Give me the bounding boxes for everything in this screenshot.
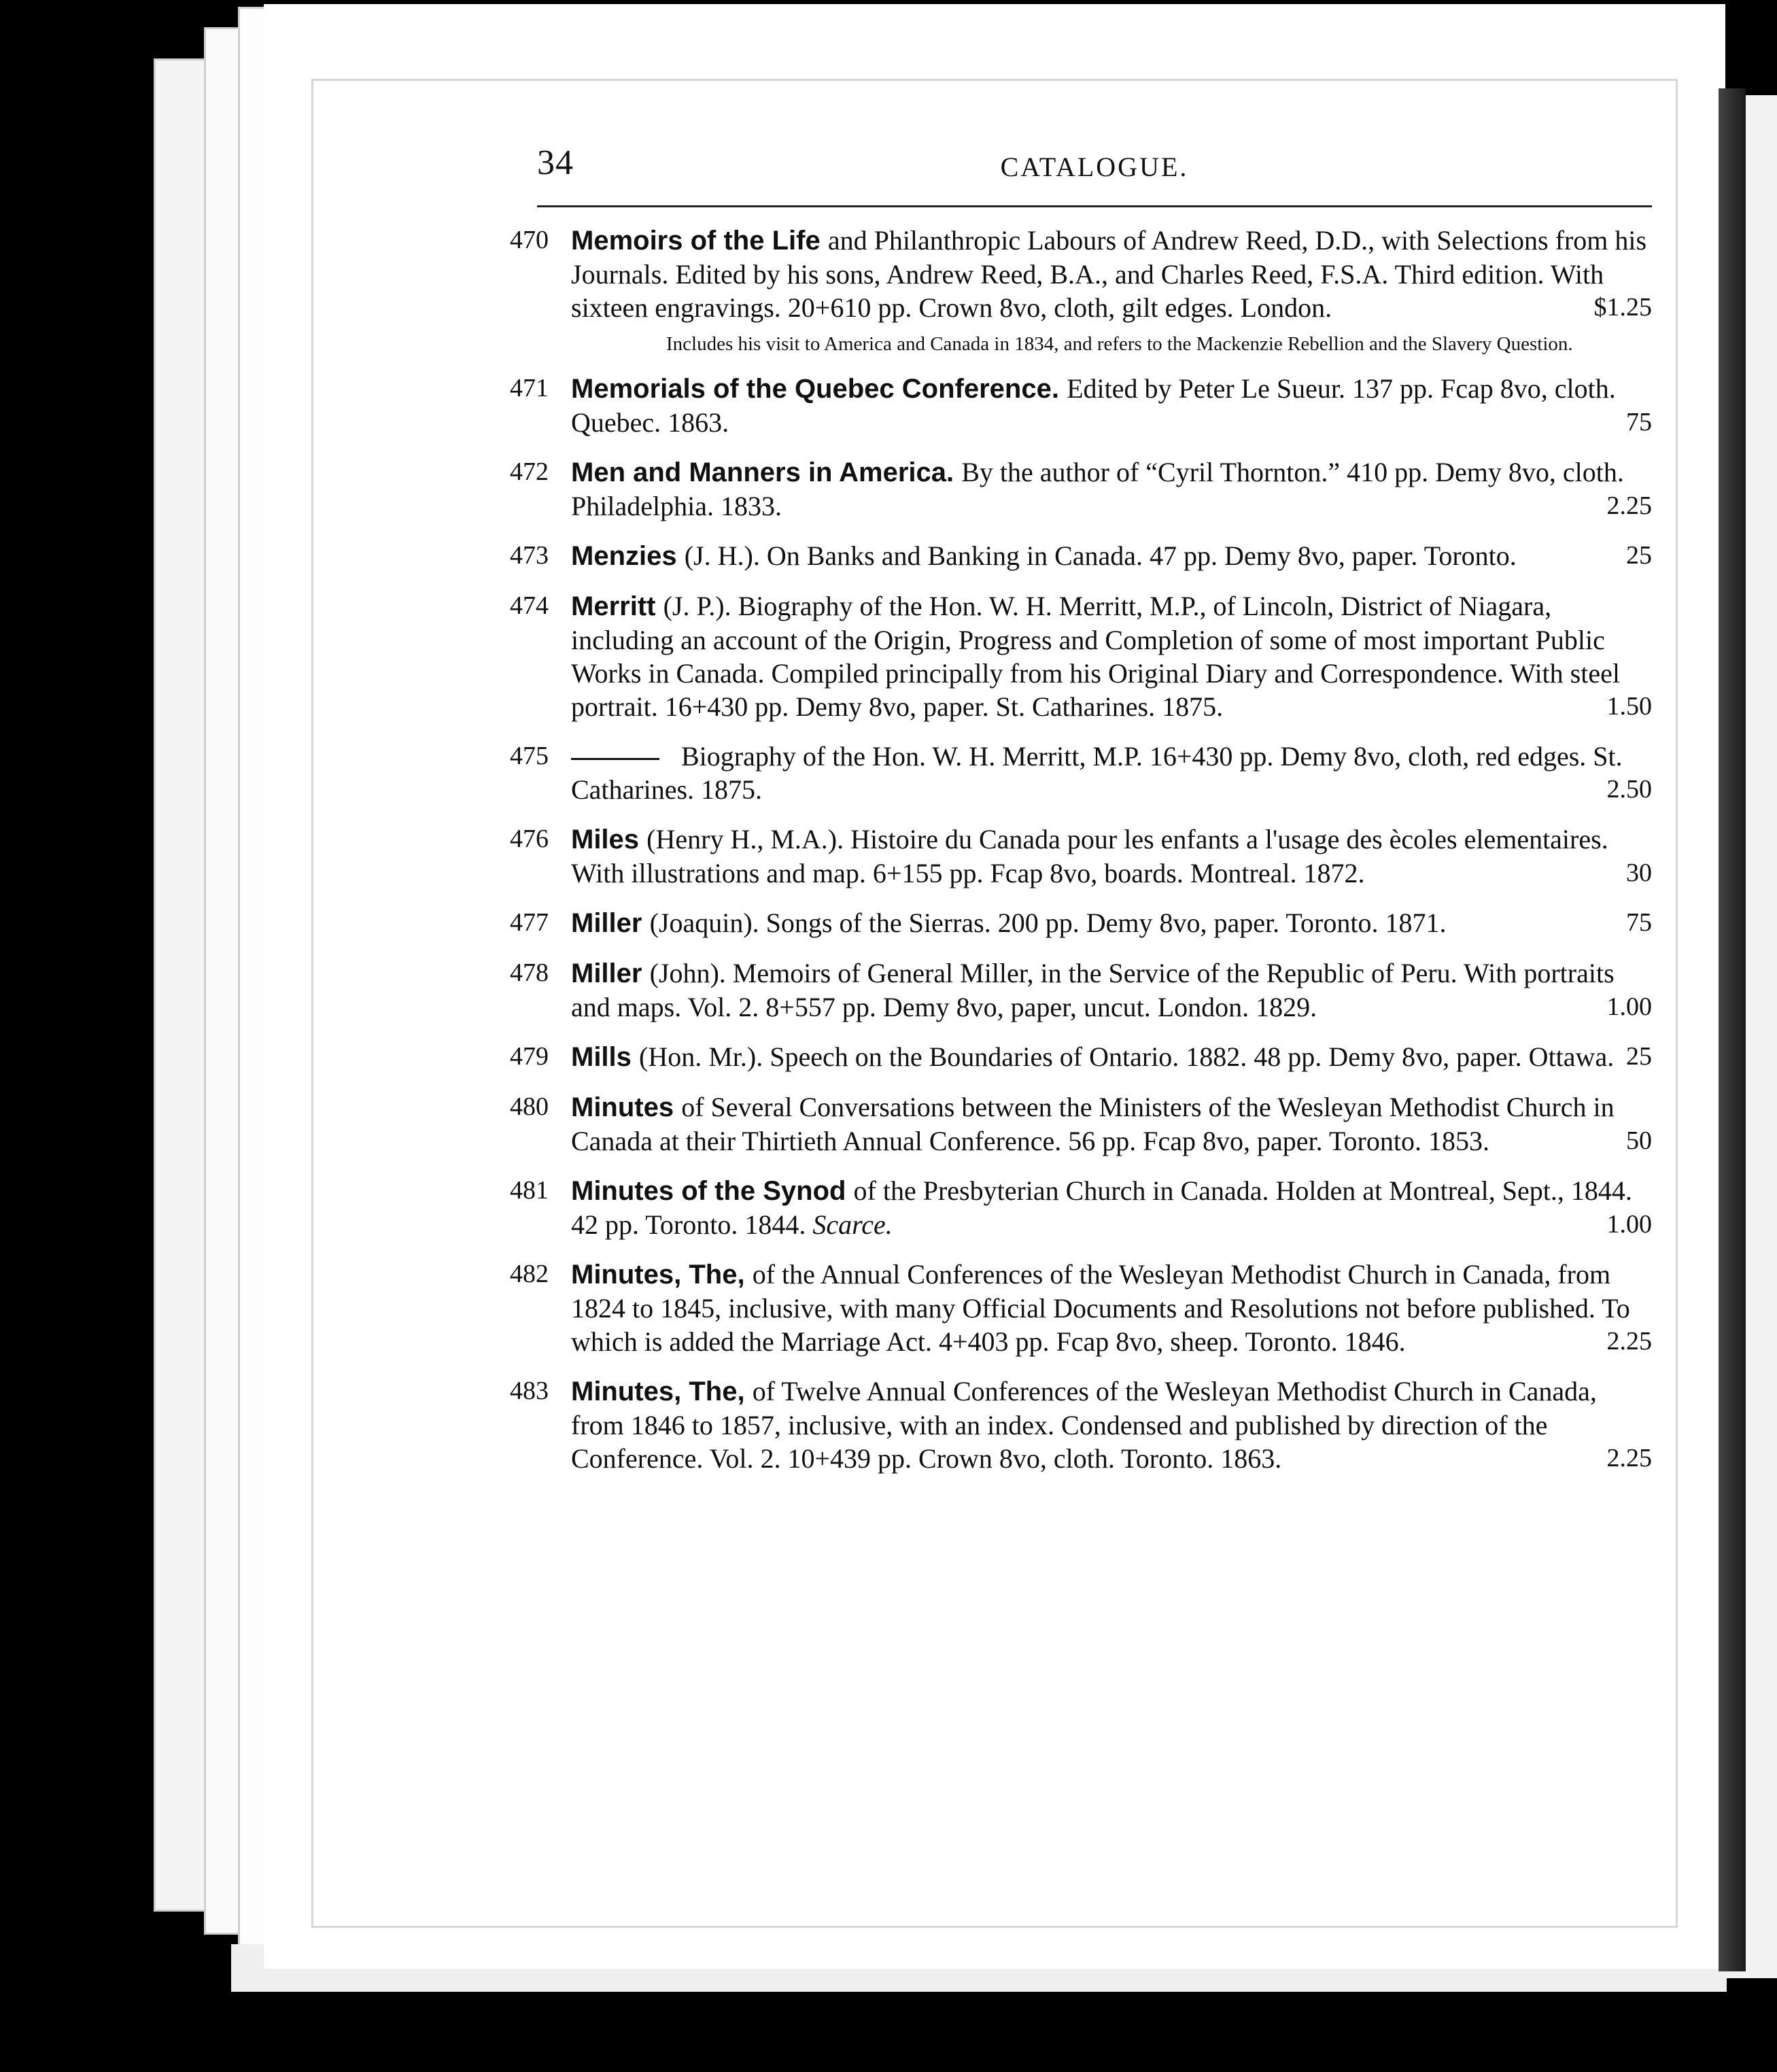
entry-price: $1.25 bbox=[1593, 293, 1652, 322]
entry-price: 75 bbox=[1626, 408, 1652, 436]
entry-description: Edited by Peter Le Sueur. 137 pp. Fcap 8vo, cloth. Quebec. 1863. bbox=[571, 373, 1616, 438]
entry-description: (J. P.). Biography of the Hon. W. H. Merritt, M.P., of Lincoln, District of Niagara, including an account of the Origin, Progress and Completion of some of most important Public Works in Canada. Compiled principally from his Original Diary and Correspondence. With steel portrait. 16+430 pp. Demy 8vo, paper. St. Catharines. 1875. bbox=[571, 591, 1620, 722]
entry-heading: Mills bbox=[571, 1042, 640, 1072]
entry-number: 480 bbox=[510, 1092, 549, 1121]
entry-description: of Twelve Annual Conferences of the Wesleyan Methodist Church in Canada, from 1846 to 1857, inclusive, with an index. Condensed and published by direction of the Conference. Vol. 2. 10+439 pp. Crown 8vo, cloth. Toronto. 1863. bbox=[571, 1376, 1597, 1474]
entry-heading: Minutes, The, bbox=[571, 1377, 753, 1406]
entry-number: 481 bbox=[510, 1176, 549, 1205]
catalogue-entry bbox=[510, 589, 1652, 723]
catalogue-entry bbox=[510, 539, 1652, 573]
entry-heading: Memoirs of the Life bbox=[571, 226, 828, 256]
entry-heading: Miller bbox=[571, 908, 650, 938]
catalogue-entry bbox=[510, 1258, 1652, 1358]
catalogue-entries bbox=[510, 224, 1652, 1475]
catalogue-entry bbox=[510, 372, 1652, 439]
entry-heading: Merritt bbox=[571, 591, 663, 621]
entry-heading: Memorials of the Quebec Conference. bbox=[571, 374, 1067, 404]
entry-price: 75 bbox=[1626, 908, 1652, 937]
catalogue-entry bbox=[510, 1040, 1652, 1074]
ditto-dash bbox=[571, 758, 659, 760]
entry-number: 475 bbox=[510, 742, 549, 770]
entry-price: 2.25 bbox=[1606, 1444, 1652, 1472]
catalogue-entry bbox=[510, 1174, 1652, 1241]
entry-note: Includes his visit to America and Canada in 1834, and refers to the Mackenzie Rebellion and the Slavery Question. bbox=[666, 333, 1573, 355]
catalogue-entry bbox=[510, 906, 1652, 940]
entry-description: (Joaquin). Songs of the Sierras. 200 pp. Demy 8vo, paper. Toronto. 1871. bbox=[649, 908, 1447, 938]
entry-number: 483 bbox=[510, 1377, 549, 1405]
catalogue-entry bbox=[510, 956, 1652, 1024]
catalogue-entry bbox=[510, 823, 1652, 890]
entry-number: 477 bbox=[510, 908, 549, 937]
entry-heading: Minutes bbox=[571, 1092, 682, 1122]
entry-description: of the Annual Conferences of the Wesleyan Methodist Church in Canada, from 1824 to 1845, inclusive, with many Official Documents and Resolutions not before published. To which is added the Marriage Act. 4+403 pp. Fcap 8vo, sheep. Toronto. 1846. bbox=[571, 1259, 1630, 1357]
entry-description: (J. H.). On Banks and Banking in Canada. 47 pp. Demy 8vo, paper. Toronto. bbox=[684, 540, 1517, 571]
entry-price: 2.50 bbox=[1606, 775, 1652, 804]
entry-number: 476 bbox=[510, 825, 549, 853]
entry-price: 25 bbox=[1626, 1042, 1652, 1071]
entry-description: of Several Conversations between the Ministers of the Wesleyan Methodist Church in Canada at their Thirtieth Annual Conference. 56 pp. Fcap 8vo, paper. Toronto. 1853. bbox=[571, 1092, 1615, 1156]
entry-price: 2.25 bbox=[1606, 491, 1652, 520]
entry-price: 30 bbox=[1626, 859, 1652, 887]
entry-number: 473 bbox=[510, 541, 549, 570]
entry-heading: Men and Manners in America. bbox=[571, 457, 962, 487]
entry-number: 478 bbox=[510, 959, 549, 987]
entry-heading: Menzies bbox=[571, 541, 685, 571]
entry-price: 1.50 bbox=[1606, 692, 1652, 721]
entry-heading: Miles bbox=[571, 825, 647, 854]
entry-price: 25 bbox=[1626, 541, 1652, 570]
running-head: CATALOGUE. bbox=[1000, 152, 1189, 182]
entry-price: 1.00 bbox=[1606, 1210, 1652, 1239]
page-number: 34 bbox=[537, 143, 574, 182]
entry-number: 479 bbox=[510, 1042, 549, 1071]
catalogue-entry bbox=[510, 1375, 1652, 1475]
binding-shadow bbox=[1719, 88, 1746, 1971]
entry-description: and Philanthropic Labours of Andrew Reed, D.D., with Selections from his Journals. Edited by his sons, Andrew Reed, B.A., and Charles Reed, F.S.A. Third edition. With sixteen engravings. 20+610 pp. Crown 8vo, cloth, gilt edges. London. bbox=[571, 225, 1647, 323]
entry-number: 472 bbox=[510, 457, 549, 486]
entry-number: 470 bbox=[510, 226, 549, 254]
entry-heading: Minutes, The, bbox=[571, 1260, 753, 1290]
entry-description: Biography of the Hon. W. H. Merritt, M.P. 16+430 pp. Demy 8vo, cloth, red edges. St. Catharines. 1875. bbox=[571, 741, 1623, 805]
catalogue-entry bbox=[510, 1090, 1652, 1158]
entry-price: 50 bbox=[1626, 1126, 1652, 1155]
entry-number: 471 bbox=[510, 374, 549, 402]
catalogue-entry bbox=[510, 740, 1652, 806]
entry-number: 474 bbox=[510, 591, 549, 620]
entry-heading: Miller bbox=[571, 959, 650, 988]
entry-description: (Hon. Mr.). Speech on the Boundaries of Ontario. 1882. 48 pp. Demy 8vo, paper. Ottawa. bbox=[639, 1041, 1615, 1072]
entry-description: By the author of “Cyril Thornton.” 410 pp. Demy 8vo, cloth. Philadelphia. 1833. bbox=[571, 457, 1624, 521]
entry-description: of the Presbyterian Church in Canada. Holden at Montreal, Sept., 1844. 42 pp. Toronto. 1844. bbox=[571, 1175, 1632, 1240]
page-header bbox=[537, 143, 1652, 207]
entry-description: (John). Memoirs of General Miller, in the Service of the Republic of Peru. With portraits and maps. Vol. 2. 8+557 pp. Demy 8vo, paper, uncut. London. 1829. bbox=[571, 958, 1615, 1022]
entry-description: (Henry H., M.A.). Histoire du Canada pour les enfants a l'usage des ècoles elementaires. With illustrations and map. 6+155 pp. Fcap 8vo, boards. Montreal. 1872. bbox=[571, 824, 1608, 888]
entry-price: 2.25 bbox=[1606, 1327, 1652, 1356]
catalogue-entry bbox=[510, 224, 1652, 356]
catalogue-entry bbox=[510, 455, 1652, 523]
entry-heading: Minutes of the Synod bbox=[571, 1176, 854, 1206]
entry-price: 1.00 bbox=[1606, 992, 1652, 1021]
page-content bbox=[510, 143, 1652, 1491]
entry-number: 482 bbox=[510, 1260, 549, 1288]
scarce-note: Scarce. bbox=[812, 1209, 893, 1240]
